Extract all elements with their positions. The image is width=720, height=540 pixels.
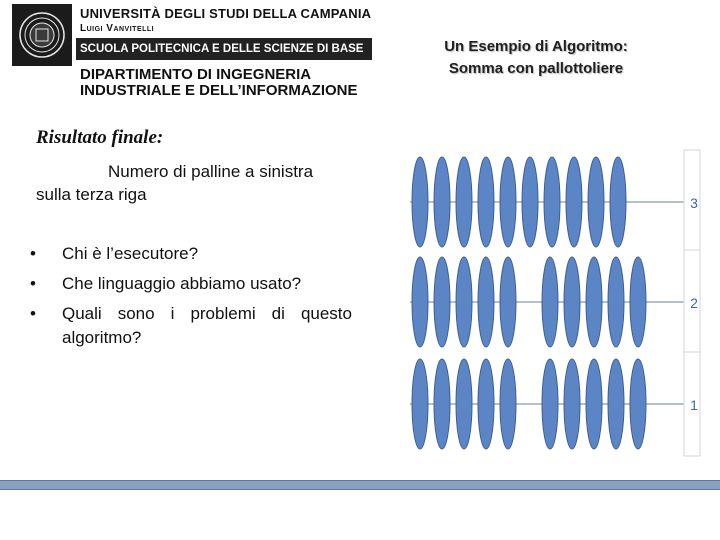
abacus-bead (564, 257, 580, 347)
abacus-bead (412, 257, 428, 347)
abacus-bead (478, 359, 494, 449)
abacus-row-1 (410, 352, 700, 456)
abacus-bead (608, 257, 624, 347)
abacus-bead (412, 359, 428, 449)
bullet-item: • Chi è l’esecutore? (30, 242, 352, 266)
abacus-row-label: 3 (690, 195, 698, 211)
abacus-bead (542, 359, 558, 449)
department-line-1: DIPARTIMENTO DI INGEGNERIA (80, 66, 312, 83)
university-name: UNIVERSITÀ DEGLI STUDI DELLA CAMPANIA (80, 6, 372, 21)
result-line-1: Numero di palline a sinistra (108, 162, 314, 181)
abacus-bead (522, 157, 538, 247)
result-description (36, 160, 356, 206)
abacus-bead (456, 157, 472, 247)
abacus-bead (610, 157, 626, 247)
footer-bar (0, 480, 720, 490)
abacus-bead (542, 257, 558, 347)
abacus-bead (630, 257, 646, 347)
result-line-2: sulla terza riga (36, 185, 147, 204)
abacus-bead (478, 257, 494, 347)
abacus-bead (500, 157, 516, 247)
slide-title-line-2: Somma con pallottoliere (448, 60, 624, 77)
abacus-row-label: 1 (690, 397, 698, 413)
abacus-row-3 (410, 150, 700, 254)
slide-title-line-1: Un Esempio di Algoritmo: (444, 38, 628, 55)
abacus-bead (456, 359, 472, 449)
bullet-item: • Che linguaggio abbiamo usato? (30, 272, 352, 296)
abacus-bead (564, 359, 580, 449)
abacus-bead (544, 157, 560, 247)
slide-title (400, 36, 672, 80)
abacus-bead (434, 157, 450, 247)
abacus-bead (586, 359, 602, 449)
abacus-bead (588, 157, 604, 247)
abacus-bead (412, 157, 428, 247)
abacus-bead (566, 157, 582, 247)
abacus-bead (456, 257, 472, 347)
department-line-2: INDUSTRIALE E DELL’INFORMAZIONE (80, 82, 358, 99)
question-list (30, 242, 352, 356)
abacus-diagram (402, 146, 720, 462)
abacus-row-label: 2 (690, 295, 698, 311)
abacus-bead (608, 359, 624, 449)
abacus-row-2 (410, 250, 700, 354)
abacus-bead (586, 257, 602, 347)
abacus-bead (500, 359, 516, 449)
university-seal-logo (12, 4, 72, 66)
university-subname: Luigi Vanvitelli (80, 23, 155, 34)
abacus-bead (630, 359, 646, 449)
abacus-bead (434, 257, 450, 347)
school-band: SCUOLA POLITECNICA E DELLE SCIENZE DI BASE (76, 38, 372, 60)
result-heading: Risultato finale: (36, 127, 164, 148)
bullet-item: • Quali sono i problemi di questo algoritmo? (30, 302, 352, 350)
abacus-bead (434, 359, 450, 449)
abacus-bead (478, 157, 494, 247)
abacus-bead (500, 257, 516, 347)
